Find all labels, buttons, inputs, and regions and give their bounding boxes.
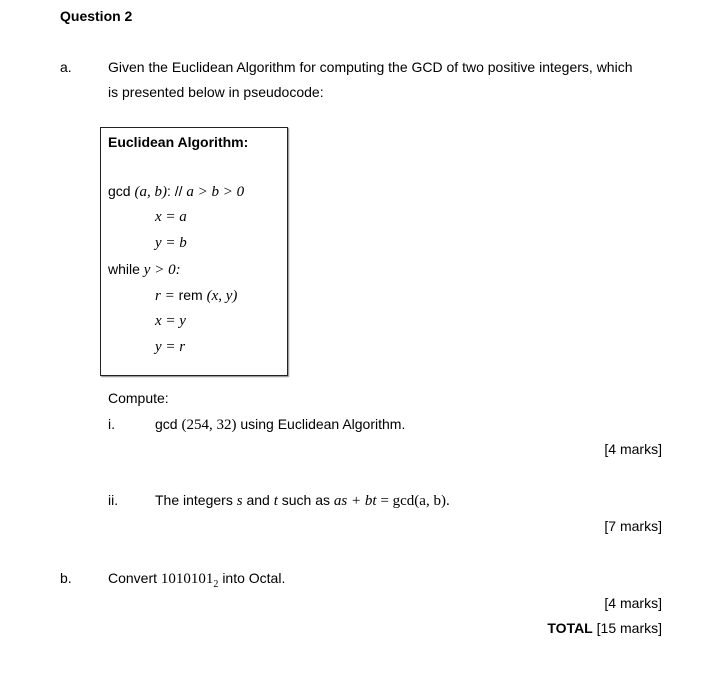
algorithm-line-r [155, 287, 237, 305]
part-b-label: b. [60, 570, 72, 586]
question-title: Question 2 [60, 8, 133, 24]
part-i-label: i. [108, 416, 115, 432]
bezout-eq-lhs: as + bt [333, 493, 377, 509]
algorithm-while-line [108, 261, 181, 279]
algorithm-line-x-a: x = a [155, 209, 187, 225]
part-ii-text: The integers s and t such as as + bt = gcd(a, b). [155, 492, 450, 509]
r-lhs: r = [155, 288, 175, 304]
compute-label: Compute: [108, 390, 169, 406]
while-keyword: while [108, 261, 140, 277]
gcd-keyword: gcd [108, 183, 131, 199]
algorithm-line-y-r: y = r [155, 339, 186, 355]
algorithm-box [100, 127, 288, 376]
rem-fn: rem [178, 287, 203, 303]
part-a-label: a. [60, 59, 72, 75]
part-i-marks: [4 marks] [604, 441, 662, 457]
while-condition: y > 0: [143, 262, 181, 278]
part-i-text [155, 416, 405, 434]
part-ii-marks: [7 marks] [604, 518, 662, 534]
part-a-text-line2: is presented below in pseudocode: [108, 84, 324, 100]
var-s: s [236, 493, 243, 509]
algorithm-heading: Euclidean Algorithm: [108, 134, 249, 150]
part-b-text: Convert $1010101_2$ into Octal. [108, 570, 286, 590]
bezout-eq-rhs: = gcd(a, b). [380, 493, 450, 509]
part-i-desc: using Euclidean Algorithm. [240, 416, 406, 432]
algorithm-line-y-b: y = b [155, 235, 187, 251]
part-ii-label: ii. [108, 492, 119, 508]
rem-args: (x, y) [206, 288, 238, 304]
algorithm-gcd-line [108, 183, 244, 201]
gcd-comment-sep: : // [166, 183, 183, 199]
var-t: t [273, 493, 278, 509]
algorithm-line-x-y: x = y [155, 313, 186, 329]
part-i-gcd: gcd [155, 416, 178, 432]
gcd-args: (a, b) [134, 184, 167, 200]
total-marks: TOTAL [15 marks] [547, 620, 662, 636]
part-b-marks: [4 marks] [604, 595, 662, 611]
gcd-condition: a > b > 0 [186, 184, 245, 200]
binary-number: $1010101_2$ [160, 571, 219, 590]
part-a-text-line1: Given the Euclidean Algorithm for computing the GCD of two positive integers, which [108, 59, 633, 75]
part-i-args: (254, 32) [181, 417, 237, 433]
